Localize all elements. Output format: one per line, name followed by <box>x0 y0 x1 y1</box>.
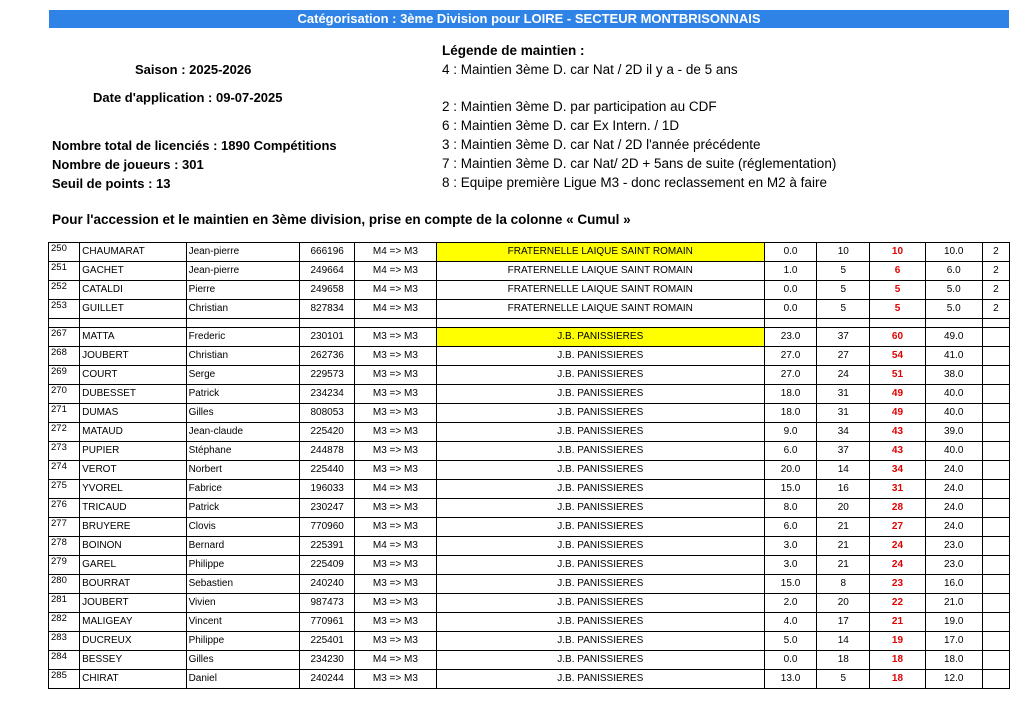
maintien-code-cell <box>982 613 1009 632</box>
points-a-cell: 27.0 <box>764 366 816 385</box>
last-name-cell: MATTA <box>80 328 186 347</box>
last-name-cell: DUMAS <box>80 404 186 423</box>
first-name-cell: Daniel <box>186 670 299 689</box>
maintien-code-cell <box>982 537 1009 556</box>
club-cell: J.B. PANISSIERES <box>436 518 764 537</box>
cumul-cell: 24 <box>870 556 925 575</box>
points-a-cell: 23.0 <box>764 328 816 347</box>
cumul-cell: 22 <box>870 594 925 613</box>
points-a-cell: 1.0 <box>764 262 816 281</box>
first-name-cell: Patrick <box>186 385 299 404</box>
maintien-code-cell <box>982 404 1009 423</box>
points-a-cell: 0.0 <box>764 300 816 319</box>
points-a-cell: 13.0 <box>764 670 816 689</box>
legend-item: 3 : Maintien 3ème D. car Nat / 2D l'année précédente <box>442 137 761 152</box>
points-b-cell: 31 <box>817 404 870 423</box>
rank-cell: 283 <box>49 632 80 651</box>
category-cell: M3 => M3 <box>355 632 436 651</box>
points-d-cell: 18.0 <box>925 651 982 670</box>
points-a-cell: 18.0 <box>764 385 816 404</box>
points-b-cell: 34 <box>817 423 870 442</box>
category-cell: M3 => M3 <box>355 404 436 423</box>
club-cell: J.B. PANISSIERES <box>436 651 764 670</box>
points-d-cell: 38.0 <box>925 366 982 385</box>
points-b-cell: 14 <box>817 632 870 651</box>
rank-cell: 253 <box>49 300 80 319</box>
points-d-cell: 24.0 <box>925 518 982 537</box>
table-row <box>49 404 1010 423</box>
table-row <box>49 262 1010 281</box>
club-cell: J.B. PANISSIERES <box>436 613 764 632</box>
licence-cell: 666196 <box>300 243 355 262</box>
points-b-cell: 14 <box>817 461 870 480</box>
club-cell: J.B. PANISSIERES <box>436 480 764 499</box>
category-cell: M3 => M3 <box>355 347 436 366</box>
category-cell: M3 => M3 <box>355 366 436 385</box>
licence-cell: 244878 <box>300 442 355 461</box>
points-b-cell: 10 <box>817 243 870 262</box>
total-licencies-label: Nombre total de licenciés : 1890 Compétitions <box>52 138 337 153</box>
points-a-cell: 0.0 <box>764 243 816 262</box>
rank-cell: 274 <box>49 461 80 480</box>
club-cell: FRATERNELLE LAIQUE SAINT ROMAIN <box>436 243 764 262</box>
last-name-cell: GACHET <box>80 262 186 281</box>
points-d-cell: 40.0 <box>925 385 982 404</box>
table-row <box>49 670 1010 689</box>
first-name-cell: Jean-claude <box>186 423 299 442</box>
rank-cell: 251 <box>49 262 80 281</box>
points-b-cell: 21 <box>817 537 870 556</box>
club-cell: J.B. PANISSIERES <box>436 556 764 575</box>
table-row <box>49 423 1010 442</box>
cumul-cell: 18 <box>870 651 925 670</box>
maintien-code-cell <box>982 670 1009 689</box>
maintien-code-cell <box>982 632 1009 651</box>
points-a-cell: 15.0 <box>764 480 816 499</box>
points-b-cell: 20 <box>817 594 870 613</box>
points-a-cell: 3.0 <box>764 556 816 575</box>
cumul-cell: 19 <box>870 632 925 651</box>
category-cell: M3 => M3 <box>355 670 436 689</box>
table-row <box>49 499 1010 518</box>
first-name-cell: Philippe <box>186 556 299 575</box>
points-a-cell: 8.0 <box>764 499 816 518</box>
maintien-code-cell <box>982 651 1009 670</box>
rank-cell: 271 <box>49 404 80 423</box>
club-cell: FRATERNELLE LAIQUE SAINT ROMAIN <box>436 300 764 319</box>
club-cell: J.B. PANISSIERES <box>436 423 764 442</box>
category-cell: M3 => M3 <box>355 613 436 632</box>
category-cell: M3 => M3 <box>355 499 436 518</box>
nombre-joueurs-label: Nombre de joueurs : 301 <box>52 157 204 172</box>
category-cell: M3 => M3 <box>355 328 436 347</box>
category-cell: M3 => M3 <box>355 385 436 404</box>
table-row <box>49 537 1010 556</box>
category-cell: M3 => M3 <box>355 442 436 461</box>
rank-cell: 277 <box>49 518 80 537</box>
club-cell: J.B. PANISSIERES <box>436 404 764 423</box>
first-name-cell: Stéphane <box>186 442 299 461</box>
points-a-cell: 18.0 <box>764 404 816 423</box>
table-row <box>49 243 1010 262</box>
licence-cell: 240240 <box>300 575 355 594</box>
club-cell: J.B. PANISSIERES <box>436 366 764 385</box>
licence-cell: 249658 <box>300 281 355 300</box>
table-row <box>49 556 1010 575</box>
rank-cell: 280 <box>49 575 80 594</box>
maintien-code-cell <box>982 347 1009 366</box>
last-name-cell: DUCREUX <box>80 632 186 651</box>
first-name-cell: Christian <box>186 347 299 366</box>
maintien-code-cell <box>982 423 1009 442</box>
licence-cell: 230247 <box>300 499 355 518</box>
licence-cell: 225401 <box>300 632 355 651</box>
cumul-cell: 34 <box>870 461 925 480</box>
points-b-cell: 24 <box>817 366 870 385</box>
category-cell: M4 => M3 <box>355 243 436 262</box>
points-d-cell: 10.0 <box>925 243 982 262</box>
last-name-cell: CHAUMARAT <box>80 243 186 262</box>
club-cell: J.B. PANISSIERES <box>436 575 764 594</box>
cumul-cell: 24 <box>870 537 925 556</box>
points-b-cell: 5 <box>817 281 870 300</box>
points-b-cell: 20 <box>817 499 870 518</box>
licence-cell: 234234 <box>300 385 355 404</box>
table-row <box>49 442 1010 461</box>
club-cell: J.B. PANISSIERES <box>436 670 764 689</box>
last-name-cell: BOINON <box>80 537 186 556</box>
points-a-cell: 0.0 <box>764 651 816 670</box>
rank-cell: 276 <box>49 499 80 518</box>
cumul-cell: 5 <box>870 300 925 319</box>
last-name-cell: BESSEY <box>80 651 186 670</box>
rank-cell: 282 <box>49 613 80 632</box>
points-b-cell: 16 <box>817 480 870 499</box>
points-d-cell: 24.0 <box>925 499 982 518</box>
first-name-cell: Gilles <box>186 404 299 423</box>
cumul-cell: 5 <box>870 281 925 300</box>
cumul-cell: 23 <box>870 575 925 594</box>
table-row <box>49 594 1010 613</box>
cumul-cell: 54 <box>870 347 925 366</box>
first-name-cell: Pierre <box>186 281 299 300</box>
first-name-cell: Jean-pierre <box>186 262 299 281</box>
licence-cell: 225440 <box>300 461 355 480</box>
cumul-cell: 51 <box>870 366 925 385</box>
last-name-cell: MALIGEAY <box>80 613 186 632</box>
category-cell: M4 => M3 <box>355 300 436 319</box>
points-a-cell: 0.0 <box>764 281 816 300</box>
licence-cell: 262736 <box>300 347 355 366</box>
rank-cell: 279 <box>49 556 80 575</box>
points-d-cell: 24.0 <box>925 480 982 499</box>
points-d-cell: 5.0 <box>925 281 982 300</box>
category-cell: M3 => M3 <box>355 461 436 480</box>
category-cell: M3 => M3 <box>355 556 436 575</box>
last-name-cell: VEROT <box>80 461 186 480</box>
points-d-cell: 41.0 <box>925 347 982 366</box>
first-name-cell: Fabrice <box>186 480 299 499</box>
club-cell: FRATERNELLE LAIQUE SAINT ROMAIN <box>436 281 764 300</box>
last-name-cell: MATAUD <box>80 423 186 442</box>
players-table <box>48 242 1010 689</box>
application-date-label: Date d'application : 09-07-2025 <box>93 90 283 105</box>
saison-label: Saison : 2025-2026 <box>135 62 252 77</box>
rank-cell: 273 <box>49 442 80 461</box>
points-a-cell: 9.0 <box>764 423 816 442</box>
first-name-cell: Jean-pierre <box>186 243 299 262</box>
category-cell: M3 => M3 <box>355 575 436 594</box>
rank-cell: 285 <box>49 670 80 689</box>
licence-cell: 230101 <box>300 328 355 347</box>
licence-cell: 240244 <box>300 670 355 689</box>
maintien-code-cell <box>982 461 1009 480</box>
points-a-cell: 27.0 <box>764 347 816 366</box>
last-name-cell: PUPIER <box>80 442 186 461</box>
maintien-code-cell <box>982 594 1009 613</box>
last-name-cell: DUBESSET <box>80 385 186 404</box>
maintien-code-cell <box>982 480 1009 499</box>
table-row <box>49 613 1010 632</box>
maintien-code-cell: 2 <box>982 262 1009 281</box>
cumul-cell: 49 <box>870 385 925 404</box>
last-name-cell: CATALDI <box>80 281 186 300</box>
cumul-cell: 18 <box>870 670 925 689</box>
rank-cell: 250 <box>49 243 80 262</box>
club-cell: J.B. PANISSIERES <box>436 632 764 651</box>
points-d-cell: 16.0 <box>925 575 982 594</box>
first-name-cell: Philippe <box>186 632 299 651</box>
licence-cell: 229573 <box>300 366 355 385</box>
rank-cell: 267 <box>49 328 80 347</box>
licence-cell: 225420 <box>300 423 355 442</box>
first-name-cell: Gilles <box>186 651 299 670</box>
table-row <box>49 347 1010 366</box>
rank-cell: 268 <box>49 347 80 366</box>
points-d-cell: 39.0 <box>925 423 982 442</box>
club-cell: J.B. PANISSIERES <box>436 594 764 613</box>
licence-cell: 196033 <box>300 480 355 499</box>
points-b-cell: 27 <box>817 347 870 366</box>
seuil-points-label: Seuil de points : 13 <box>52 176 171 191</box>
club-cell: J.B. PANISSIERES <box>436 442 764 461</box>
maintien-code-cell: 2 <box>982 243 1009 262</box>
maintien-code-cell <box>982 575 1009 594</box>
points-d-cell: 23.0 <box>925 537 982 556</box>
rank-cell: 270 <box>49 385 80 404</box>
points-a-cell: 6.0 <box>764 518 816 537</box>
points-b-cell: 37 <box>817 442 870 461</box>
licence-cell: 225409 <box>300 556 355 575</box>
maintien-code-cell <box>982 499 1009 518</box>
legend-title: Légende de maintien : <box>442 43 585 58</box>
club-cell: FRATERNELLE LAIQUE SAINT ROMAIN <box>436 262 764 281</box>
rank-cell: 272 <box>49 423 80 442</box>
licence-cell: 827834 <box>300 300 355 319</box>
table-row <box>49 651 1010 670</box>
cumul-cell: 27 <box>870 518 925 537</box>
first-name-cell: Patrick <box>186 499 299 518</box>
legend-item: 6 : Maintien 3ème D. car Ex Intern. / 1D <box>442 118 680 133</box>
points-b-cell: 5 <box>817 262 870 281</box>
cumul-cell: 49 <box>870 404 925 423</box>
points-b-cell: 17 <box>817 613 870 632</box>
maintien-code-cell <box>982 556 1009 575</box>
club-cell: J.B. PANISSIERES <box>436 499 764 518</box>
points-d-cell: 40.0 <box>925 404 982 423</box>
points-b-cell: 37 <box>817 328 870 347</box>
points-d-cell: 21.0 <box>925 594 982 613</box>
points-d-cell: 49.0 <box>925 328 982 347</box>
table-row <box>49 518 1010 537</box>
table-row <box>49 480 1010 499</box>
last-name-cell: JOUBERT <box>80 594 186 613</box>
first-name-cell: Sebastien <box>186 575 299 594</box>
maintien-code-cell: 2 <box>982 281 1009 300</box>
last-name-cell: CHIRAT <box>80 670 186 689</box>
last-name-cell: COURT <box>80 366 186 385</box>
first-name-cell: Vivien <box>186 594 299 613</box>
club-cell: J.B. PANISSIERES <box>436 461 764 480</box>
points-b-cell: 21 <box>817 556 870 575</box>
first-name-cell: Vincent <box>186 613 299 632</box>
licence-cell: 234230 <box>300 651 355 670</box>
table-row <box>49 300 1010 319</box>
category-cell: M3 => M3 <box>355 518 436 537</box>
points-d-cell: 24.0 <box>925 461 982 480</box>
last-name-cell: BRUYERE <box>80 518 186 537</box>
rank-cell: 252 <box>49 281 80 300</box>
table-row <box>49 366 1010 385</box>
category-cell: M4 => M3 <box>355 537 436 556</box>
legend-item: 2 : Maintien 3ème D. par participation au CDF <box>442 99 717 114</box>
maintien-code-cell: 2 <box>982 300 1009 319</box>
table-row <box>49 281 1010 300</box>
cumul-cell: 43 <box>870 442 925 461</box>
licence-cell: 249664 <box>300 262 355 281</box>
points-d-cell: 23.0 <box>925 556 982 575</box>
licence-cell: 770961 <box>300 613 355 632</box>
last-name-cell: TRICAUD <box>80 499 186 518</box>
points-a-cell: 6.0 <box>764 442 816 461</box>
maintien-code-cell <box>982 366 1009 385</box>
cumul-cell: 43 <box>870 423 925 442</box>
club-cell: J.B. PANISSIERES <box>436 385 764 404</box>
points-b-cell: 31 <box>817 385 870 404</box>
points-b-cell: 5 <box>817 670 870 689</box>
cumul-cell: 6 <box>870 262 925 281</box>
points-a-cell: 5.0 <box>764 632 816 651</box>
last-name-cell: BOURRAT <box>80 575 186 594</box>
last-name-cell: GUILLET <box>80 300 186 319</box>
rank-cell: 284 <box>49 651 80 670</box>
points-b-cell: 8 <box>817 575 870 594</box>
cumul-cell: 31 <box>870 480 925 499</box>
last-name-cell: JOUBERT <box>80 347 186 366</box>
points-b-cell: 21 <box>817 518 870 537</box>
maintien-code-cell <box>982 518 1009 537</box>
last-name-cell: GAREL <box>80 556 186 575</box>
points-a-cell: 2.0 <box>764 594 816 613</box>
points-b-cell: 18 <box>817 651 870 670</box>
cumul-cell: 60 <box>870 328 925 347</box>
points-d-cell: 17.0 <box>925 632 982 651</box>
licence-cell: 987473 <box>300 594 355 613</box>
category-cell: M4 => M3 <box>355 281 436 300</box>
points-a-cell: 15.0 <box>764 575 816 594</box>
club-cell: J.B. PANISSIERES <box>436 347 764 366</box>
category-cell: M3 => M3 <box>355 594 436 613</box>
legend-item: 4 : Maintien 3ème D. car Nat / 2D il y a - de 5 ans <box>442 62 738 77</box>
rank-cell: 278 <box>49 537 80 556</box>
first-name-cell: Christian <box>186 300 299 319</box>
points-b-cell: 5 <box>817 300 870 319</box>
table-row <box>49 575 1010 594</box>
points-d-cell: 6.0 <box>925 262 982 281</box>
points-a-cell: 20.0 <box>764 461 816 480</box>
category-cell: M4 => M3 <box>355 262 436 281</box>
points-d-cell: 19.0 <box>925 613 982 632</box>
maintien-code-cell <box>982 442 1009 461</box>
rank-cell: 281 <box>49 594 80 613</box>
table-row <box>49 632 1010 651</box>
points-d-cell: 5.0 <box>925 300 982 319</box>
cumul-cell: 10 <box>870 243 925 262</box>
points-a-cell: 4.0 <box>764 613 816 632</box>
club-cell: J.B. PANISSIERES <box>436 328 764 347</box>
points-a-cell: 3.0 <box>764 537 816 556</box>
table-row <box>49 328 1010 347</box>
access-note: Pour l'accession et le maintien en 3ème division, prise en compte de la colonne « Cumul » <box>52 212 631 227</box>
legend-item: 8 : Equipe première Ligue M3 - donc reclassement en M2 à faire <box>442 175 827 190</box>
maintien-code-cell <box>982 328 1009 347</box>
category-cell: M3 => M3 <box>355 423 436 442</box>
category-cell: M4 => M3 <box>355 651 436 670</box>
club-cell: J.B. PANISSIERES <box>436 537 764 556</box>
category-cell: M4 => M3 <box>355 480 436 499</box>
cumul-cell: 28 <box>870 499 925 518</box>
licence-cell: 770960 <box>300 518 355 537</box>
table-row <box>49 461 1010 480</box>
legend-item: 7 : Maintien 3ème D. car Nat/ 2D + 5ans de suite (réglementation) <box>442 156 837 171</box>
licence-cell: 225391 <box>300 537 355 556</box>
first-name-cell: Bernard <box>186 537 299 556</box>
table-row <box>49 385 1010 404</box>
first-name-cell: Norbert <box>186 461 299 480</box>
last-name-cell: YVOREL <box>80 480 186 499</box>
licence-cell: 808053 <box>300 404 355 423</box>
first-name-cell: Clovis <box>186 518 299 537</box>
maintien-code-cell <box>982 385 1009 404</box>
first-name-cell: Frederic <box>186 328 299 347</box>
points-d-cell: 40.0 <box>925 442 982 461</box>
cumul-cell: 21 <box>870 613 925 632</box>
page-title-banner: Catégorisation : 3ème Division pour LOIRE - SECTEUR MONTBRISONNAIS <box>49 10 1009 28</box>
separator-row <box>49 319 1010 328</box>
first-name-cell: Serge <box>186 366 299 385</box>
points-d-cell: 12.0 <box>925 670 982 689</box>
rank-cell: 275 <box>49 480 80 499</box>
rank-cell: 269 <box>49 366 80 385</box>
